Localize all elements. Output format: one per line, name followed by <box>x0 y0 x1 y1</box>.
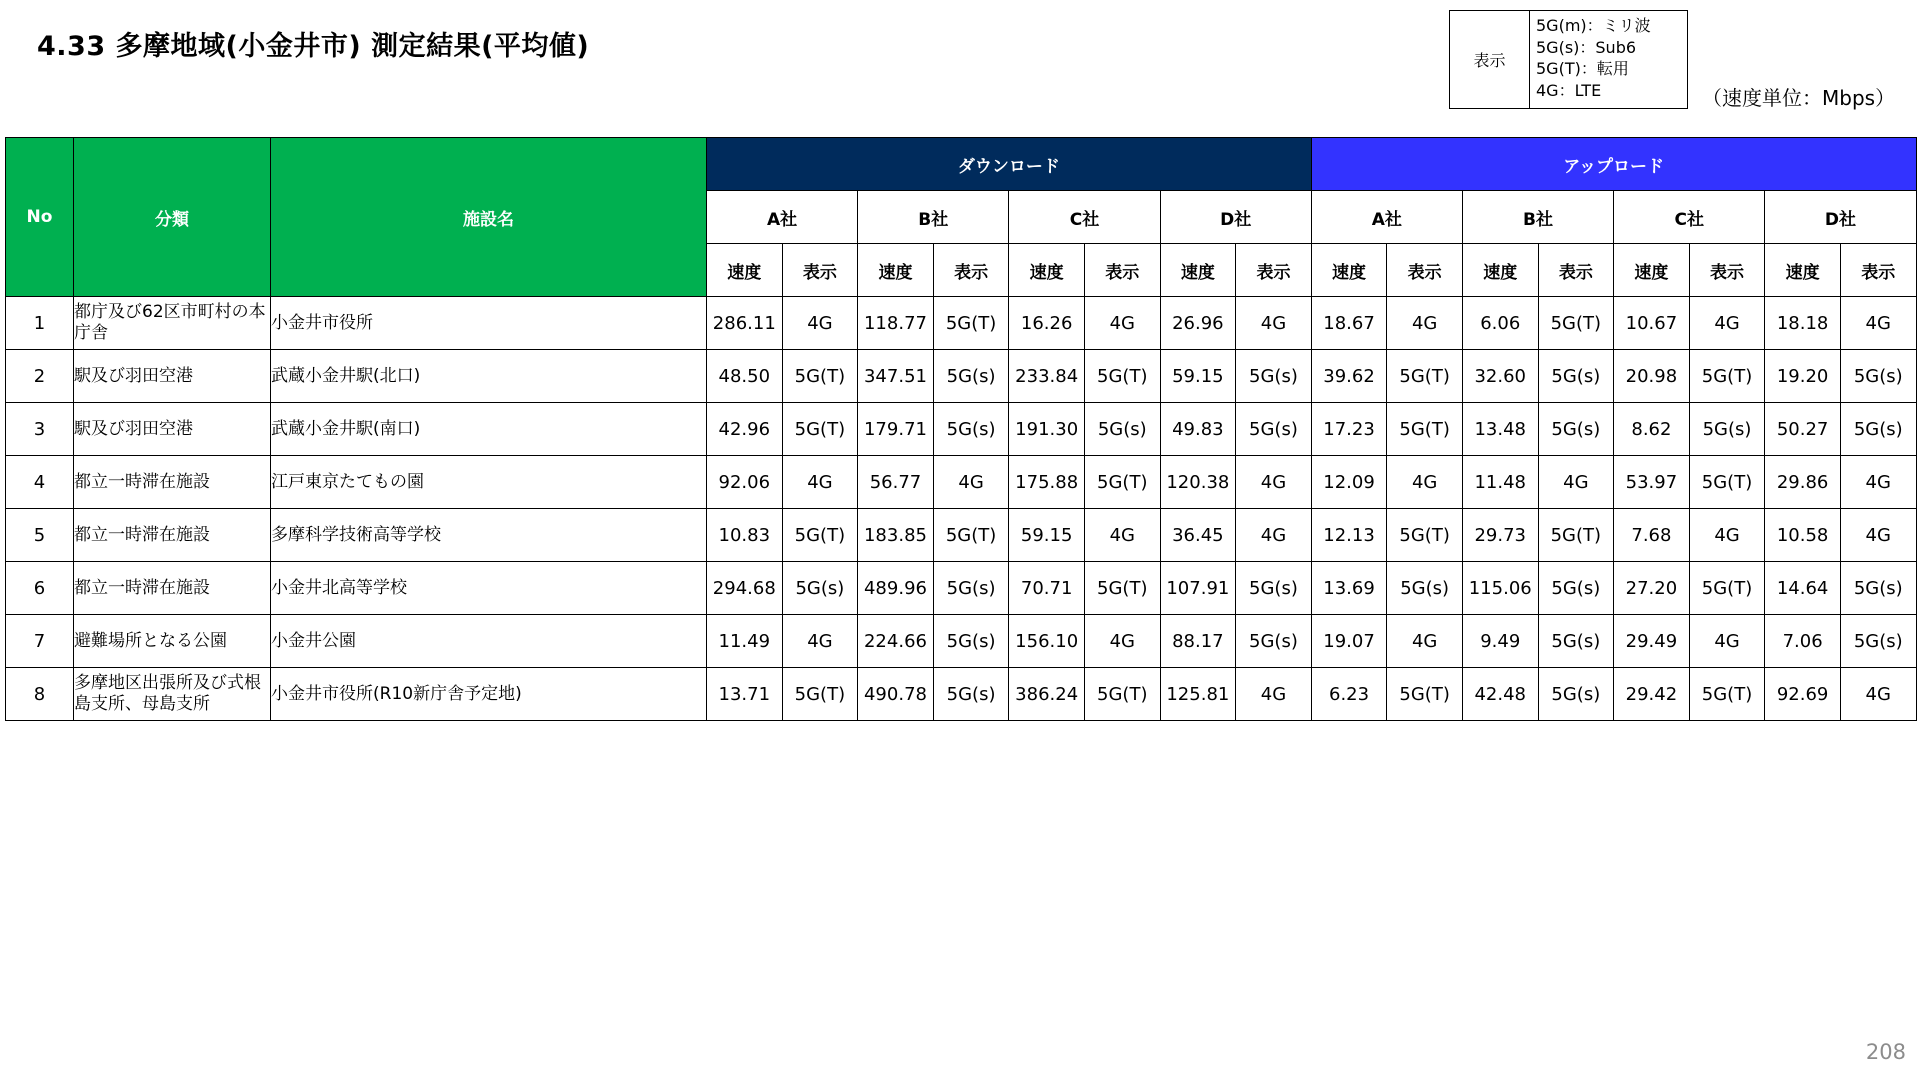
display-cell: 5G(s) <box>1689 403 1765 456</box>
speed-cell: 8.62 <box>1614 403 1690 456</box>
display-cell: 5G(T) <box>782 350 858 403</box>
display-cell: 5G(T) <box>1538 297 1614 350</box>
speed-cell: 183.85 <box>858 509 934 562</box>
speed-cell: 7.06 <box>1765 615 1841 668</box>
header-speed: 速度 <box>1311 244 1387 297</box>
display-cell: 4G <box>1236 297 1312 350</box>
speed-cell: 107.91 <box>1160 562 1236 615</box>
display-cell: 5G(s) <box>782 562 858 615</box>
speed-cell: 39.62 <box>1311 350 1387 403</box>
speed-cell: 10.58 <box>1765 509 1841 562</box>
display-cell: 5G(s) <box>1840 350 1916 403</box>
display-cell: 5G(s) <box>933 350 1009 403</box>
table-row <box>6 615 1917 668</box>
row-facility: 武蔵小金井駅(北口) <box>271 350 707 403</box>
speed-cell: 29.42 <box>1614 668 1690 721</box>
display-cell: 4G <box>1236 509 1312 562</box>
row-number: 7 <box>6 615 74 668</box>
speed-cell: 11.48 <box>1462 456 1538 509</box>
legend-item-lte: 4G：LTE <box>1536 80 1602 100</box>
display-cell: 5G(T) <box>1387 668 1463 721</box>
display-cell: 5G(s) <box>1538 562 1614 615</box>
speed-cell: 13.71 <box>707 668 783 721</box>
table-row <box>6 350 1917 403</box>
header-dl-carrier-a: A社 <box>707 191 858 244</box>
speed-cell: 115.06 <box>1462 562 1538 615</box>
display-cell: 5G(s) <box>1236 403 1312 456</box>
header-category: 分類 <box>74 138 271 297</box>
speed-cell: 53.97 <box>1614 456 1690 509</box>
display-cell: 4G <box>1236 456 1312 509</box>
speed-cell: 7.68 <box>1614 509 1690 562</box>
display-cell: 5G(s) <box>1084 403 1160 456</box>
display-cell: 5G(s) <box>1840 562 1916 615</box>
display-cell: 5G(s) <box>933 668 1009 721</box>
display-cell: 4G <box>1538 456 1614 509</box>
speed-cell: 118.77 <box>858 297 934 350</box>
header-speed: 速度 <box>1765 244 1841 297</box>
display-cell: 5G(s) <box>933 403 1009 456</box>
header-speed: 速度 <box>707 244 783 297</box>
speed-cell: 49.83 <box>1160 403 1236 456</box>
display-cell: 5G(s) <box>933 562 1009 615</box>
header-speed: 速度 <box>1462 244 1538 297</box>
header-ul-carrier-b: B社 <box>1462 191 1613 244</box>
display-cell: 4G <box>782 297 858 350</box>
display-cell: 4G <box>1236 668 1312 721</box>
speed-cell: 191.30 <box>1009 403 1085 456</box>
speed-cell: 20.98 <box>1614 350 1690 403</box>
page-title: 4.33 多摩地域(小金井市) 測定結果(平均値) <box>37 31 590 62</box>
header-speed: 速度 <box>1009 244 1085 297</box>
speed-unit-note: （速度単位：Mbps） <box>1702 86 1896 110</box>
speed-cell: 42.96 <box>707 403 783 456</box>
speed-cell: 14.64 <box>1765 562 1841 615</box>
speed-cell: 156.10 <box>1009 615 1085 668</box>
legend-item-converted: 5G(T)：転用 <box>1536 59 1629 78</box>
speed-cell: 32.60 <box>1462 350 1538 403</box>
header-no: No <box>6 138 74 297</box>
speed-cell: 10.83 <box>707 509 783 562</box>
speed-cell: 48.50 <box>707 350 783 403</box>
row-facility: 江戸東京たてもの園 <box>271 456 707 509</box>
speed-cell: 29.49 <box>1614 615 1690 668</box>
row-category: 駅及び羽田空港 <box>74 350 271 403</box>
header-dl-carrier-d: D社 <box>1160 191 1311 244</box>
header-display: 表示 <box>1236 244 1312 297</box>
row-number: 2 <box>6 350 74 403</box>
table-row <box>6 668 1917 721</box>
speed-cell: 50.27 <box>1765 403 1841 456</box>
speed-cell: 233.84 <box>1009 350 1085 403</box>
row-category: 都庁及び62区市町村の本庁舎 <box>74 297 271 350</box>
speed-cell: 27.20 <box>1614 562 1690 615</box>
display-cell: 5G(T) <box>1084 562 1160 615</box>
speed-cell: 59.15 <box>1009 509 1085 562</box>
display-cell: 5G(T) <box>1084 668 1160 721</box>
speed-cell: 13.48 <box>1462 403 1538 456</box>
header-ul-carrier-c: C社 <box>1614 191 1765 244</box>
row-facility: 小金井北高等学校 <box>271 562 707 615</box>
speed-cell: 92.06 <box>707 456 783 509</box>
display-cell: 4G <box>1689 615 1765 668</box>
table-body <box>6 297 1917 721</box>
display-cell: 5G(s) <box>1840 403 1916 456</box>
row-number: 5 <box>6 509 74 562</box>
speed-cell: 36.45 <box>1160 509 1236 562</box>
speed-cell: 6.23 <box>1311 668 1387 721</box>
speed-cell: 10.67 <box>1614 297 1690 350</box>
display-cell: 5G(T) <box>1538 509 1614 562</box>
speed-cell: 29.73 <box>1462 509 1538 562</box>
display-cell: 4G <box>1840 509 1916 562</box>
results-table <box>5 137 1917 721</box>
row-facility: 武蔵小金井駅(南口) <box>271 403 707 456</box>
display-cell: 5G(s) <box>1538 615 1614 668</box>
display-cell: 4G <box>1387 297 1463 350</box>
speed-cell: 42.48 <box>1462 668 1538 721</box>
display-cell: 5G(s) <box>933 615 1009 668</box>
legend-item-sub6: 5G(s)：Sub6 <box>1536 37 1637 57</box>
speed-cell: 12.09 <box>1311 456 1387 509</box>
speed-cell: 70.71 <box>1009 562 1085 615</box>
display-cell: 5G(s) <box>1538 403 1614 456</box>
row-category: 都立一時滞在施設 <box>74 456 271 509</box>
display-cell: 5G(T) <box>1084 350 1160 403</box>
speed-cell: 18.67 <box>1311 297 1387 350</box>
speed-cell: 19.20 <box>1765 350 1841 403</box>
display-cell: 4G <box>933 456 1009 509</box>
display-cell: 4G <box>1840 668 1916 721</box>
display-cell: 5G(T) <box>1084 456 1160 509</box>
display-cell: 5G(s) <box>1236 615 1312 668</box>
speed-cell: 490.78 <box>858 668 934 721</box>
speed-cell: 386.24 <box>1009 668 1085 721</box>
legend-label: 表示 <box>1450 11 1530 108</box>
speed-cell: 19.07 <box>1311 615 1387 668</box>
header-speed: 速度 <box>858 244 934 297</box>
display-cell: 5G(T) <box>782 403 858 456</box>
row-facility: 小金井市役所 <box>271 297 707 350</box>
header-display: 表示 <box>1084 244 1160 297</box>
speed-cell: 179.71 <box>858 403 934 456</box>
table-row <box>6 509 1917 562</box>
speed-cell: 88.17 <box>1160 615 1236 668</box>
display-cell: 4G <box>1084 509 1160 562</box>
row-number: 8 <box>6 668 74 721</box>
speed-cell: 17.23 <box>1311 403 1387 456</box>
legend-item-mmwave: 5G(m)：ミリ波 <box>1536 16 1651 35</box>
speed-cell: 18.18 <box>1765 297 1841 350</box>
header-upload: アップロード <box>1311 138 1916 191</box>
header-dl-carrier-b: B社 <box>858 191 1009 244</box>
speed-cell: 59.15 <box>1160 350 1236 403</box>
row-category: 多摩地区出張所及び式根島支所、母島支所 <box>74 668 271 721</box>
display-cell: 4G <box>782 456 858 509</box>
display-cell: 5G(s) <box>1538 350 1614 403</box>
display-cell: 5G(T) <box>1689 456 1765 509</box>
display-legend <box>1449 10 1688 109</box>
speed-cell: 56.77 <box>858 456 934 509</box>
display-cell: 4G <box>1084 297 1160 350</box>
header-display: 表示 <box>1387 244 1463 297</box>
header-display: 表示 <box>1689 244 1765 297</box>
speed-cell: 294.68 <box>707 562 783 615</box>
display-cell: 4G <box>1840 456 1916 509</box>
header-ul-carrier-d: D社 <box>1765 191 1916 244</box>
speed-cell: 9.49 <box>1462 615 1538 668</box>
row-number: 4 <box>6 456 74 509</box>
row-number: 1 <box>6 297 74 350</box>
header-speed: 速度 <box>1160 244 1236 297</box>
header-facility: 施設名 <box>271 138 707 297</box>
speed-cell: 12.13 <box>1311 509 1387 562</box>
row-facility: 多摩科学技術高等学校 <box>271 509 707 562</box>
header-download: ダウンロード <box>707 138 1312 191</box>
header-display: 表示 <box>782 244 858 297</box>
display-cell: 5G(s) <box>1840 615 1916 668</box>
display-cell: 5G(s) <box>1236 350 1312 403</box>
display-cell: 5G(T) <box>1689 562 1765 615</box>
speed-cell: 6.06 <box>1462 297 1538 350</box>
display-cell: 5G(T) <box>782 509 858 562</box>
display-cell: 5G(T) <box>1387 350 1463 403</box>
row-category: 都立一時滞在施設 <box>74 509 271 562</box>
display-cell: 5G(T) <box>1387 403 1463 456</box>
page-number: 208 <box>1865 1040 1906 1064</box>
display-cell: 5G(s) <box>1236 562 1312 615</box>
row-category: 避難場所となる公園 <box>74 615 271 668</box>
display-cell: 5G(T) <box>1387 509 1463 562</box>
row-facility: 小金井公園 <box>271 615 707 668</box>
speed-cell: 16.26 <box>1009 297 1085 350</box>
display-cell: 4G <box>1387 456 1463 509</box>
header-dl-carrier-c: C社 <box>1009 191 1160 244</box>
display-cell: 5G(s) <box>1538 668 1614 721</box>
speed-cell: 286.11 <box>707 297 783 350</box>
display-cell: 4G <box>1084 615 1160 668</box>
table-row <box>6 297 1917 350</box>
display-cell: 4G <box>1387 615 1463 668</box>
speed-cell: 11.49 <box>707 615 783 668</box>
row-number: 3 <box>6 403 74 456</box>
speed-cell: 224.66 <box>858 615 934 668</box>
header-row-1 <box>6 138 1917 191</box>
speed-cell: 120.38 <box>1160 456 1236 509</box>
speed-cell: 26.96 <box>1160 297 1236 350</box>
header-display: 表示 <box>1538 244 1614 297</box>
display-cell: 5G(s) <box>1387 562 1463 615</box>
header-display: 表示 <box>933 244 1009 297</box>
table-row <box>6 456 1917 509</box>
row-number: 6 <box>6 562 74 615</box>
display-cell: 5G(T) <box>1689 668 1765 721</box>
display-cell: 5G(T) <box>933 509 1009 562</box>
display-cell: 4G <box>782 615 858 668</box>
display-cell: 5G(T) <box>933 297 1009 350</box>
display-cell: 5G(T) <box>782 668 858 721</box>
display-cell: 4G <box>1689 297 1765 350</box>
display-cell: 4G <box>1689 509 1765 562</box>
display-cell: 5G(T) <box>1689 350 1765 403</box>
table-row <box>6 562 1917 615</box>
speed-cell: 29.86 <box>1765 456 1841 509</box>
speed-cell: 175.88 <box>1009 456 1085 509</box>
header-display: 表示 <box>1840 244 1916 297</box>
speed-cell: 13.69 <box>1311 562 1387 615</box>
display-cell: 4G <box>1840 297 1916 350</box>
speed-cell: 125.81 <box>1160 668 1236 721</box>
row-facility: 小金井市役所(R10新庁舎予定地) <box>271 668 707 721</box>
legend-items <box>1530 11 1687 108</box>
header-ul-carrier-a: A社 <box>1311 191 1462 244</box>
row-category: 都立一時滞在施設 <box>74 562 271 615</box>
header-speed: 速度 <box>1614 244 1690 297</box>
speed-cell: 347.51 <box>858 350 934 403</box>
table-row <box>6 403 1917 456</box>
row-category: 駅及び羽田空港 <box>74 403 271 456</box>
speed-cell: 489.96 <box>858 562 934 615</box>
speed-cell: 92.69 <box>1765 668 1841 721</box>
